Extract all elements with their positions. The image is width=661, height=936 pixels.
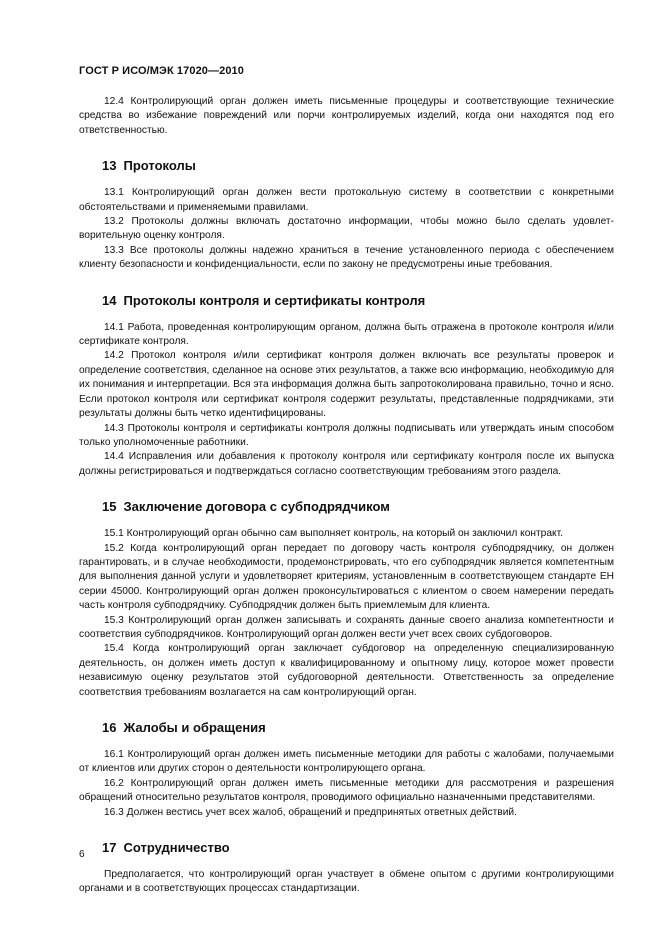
paragraph-15-3: 15.3 Контролирующий орган должен записывать и сохранять данные своего анализа компетентности и соответствия субподрядчиков. Контролирующий орган должен вести учет всех своих субдоговоров. <box>79 614 614 640</box>
section-title: Жалобы и обращения <box>123 720 266 735</box>
page-content <box>79 95 614 897</box>
paragraph-15-4: 15.4 Когда контролирующий орган заключает субдоговор на определенную специализированную деятельность, он должен иметь доступ к квалифицированному и опытному лицу, которое может провести независимую оценку результатов этой субдоговорной деятельности. Ответственность за определение соответствия требованиям возлагается на сам контролирующий орган. <box>79 643 614 698</box>
paragraph-12-4: 12.4 Контролирующий орган должен иметь письменные процедуры и соответствующие технические средства во избежание повреждений или порчи контролируемых изделий, когда они находятся под его ответственностью. <box>79 96 614 136</box>
page-number: 6 <box>79 849 85 860</box>
section-title: Сотрудничество <box>123 840 230 856</box>
section-number: 17 <box>102 840 117 856</box>
paragraph-16-2: 16.2 Контролирующий орган должен иметь письменные методики для рассмотрения и разрешения обращений относительно результатов контроля, проводимого официально назначенными представителями. <box>79 777 614 804</box>
section-number: 16 <box>102 720 117 735</box>
section-15-heading <box>102 499 614 515</box>
section-title: Заключение договора с субподрядчиком <box>123 499 390 515</box>
paragraph-14-2: 14.2 Протокол контроля и/или сертификат контроля должен включать все результаты проверок и определение соответствия, сделанное на основе этих результатов, а также всю информацию, необходимую для их понимания и интерпретации. Вся эта информация должна быть запротоколирована правильно, точно и ясно. Если протокол контроля или сертификат контроля содержит результаты, представленные подрядчиками, эти результаты должны быть четко идентифицированы. <box>79 350 614 420</box>
section-14-heading <box>102 293 614 309</box>
paragraph-14-3: 14.3 Протоколы контроля и сертификаты контроля должны подписывать или утверждать иным способом только уполномоченные работники. <box>79 422 614 448</box>
section-number: 14 <box>102 292 117 308</box>
section-13-heading <box>102 158 614 174</box>
paragraph-16-1: 16.1 Контролирующий орган должен иметь письменные методики для работы с жалобами, получаемыми от клиентов или других сторон о деятельности контролирующего органа. <box>79 749 614 775</box>
section-number: 15 <box>102 499 117 515</box>
paragraph-13-3: 13.3 Все протоколы должны надежно храниться в течение установленного периода с обеспечением клиенту безопасности и конфиденциальности, если по закону не предусмотрены иные требования. <box>79 244 614 271</box>
paragraph-14-4: 14.4 Исправления или добавления к протоколу контроля или сертификату контроля после их выпуска должны регистрироваться и подтверждаться согласно соответствующим требованиям этого раздела. <box>79 451 614 477</box>
paragraph-16-3: 16.3 Должен вестись учет всех жалоб, обращений и предпринятых ответных действий. <box>104 806 517 818</box>
section-title: Протоколы <box>123 158 196 174</box>
paragraph-15-2: 15.2 Когда контролирующий орган передает по договору часть контроля субподрядчику, он должен гарантировать, и в случае необходимости, продемонстрировать, что его субподрядчик является компетентным для выполнения данной услуги и удовлетворяет критериям, установленным в соответствующем стандарте ЕН серии 45000. Контролирующий орган должен проконсультироваться с клиентом о своем намерении передать часть контроля субподрядчику. Субподрядчик должен быть приемлемым для клиента. <box>79 542 614 612</box>
paragraph-13-2: 13.2 Протоколы должны включать достаточно информации, чтобы можно было сделать удовлетворительную оценку контроля. <box>79 216 614 242</box>
section-number: 13 <box>102 158 117 174</box>
paragraph-15-1: 15.1 Контролирующий орган обычно сам выполняет контроль, на который он заключил контракт. <box>104 528 563 540</box>
paragraph-13-1: 13.1 Контролирующий орган должен вести протокольную систему в соответствии с конкретными обстоятельствами и применяемыми правилами. <box>79 187 614 213</box>
section-16-heading <box>102 720 614 736</box>
section-17-heading <box>102 840 614 856</box>
paragraph-17: Предполагается, что контролирующий орган участвует в обмене опытом с другими контролирующими органами и в соответствующих процессах стандартизации. <box>79 869 614 895</box>
paragraph-14-1: 14.1 Работа, проведенная контролирующим органом, должна быть отражена в протоколе контроля и/или сертификате контроля. <box>79 321 614 348</box>
section-title: Протоколы контроля и сертификаты контроля <box>123 292 426 308</box>
running-header: ГОСТ Р ИСО/МЭК 17020—2010 <box>79 65 244 77</box>
